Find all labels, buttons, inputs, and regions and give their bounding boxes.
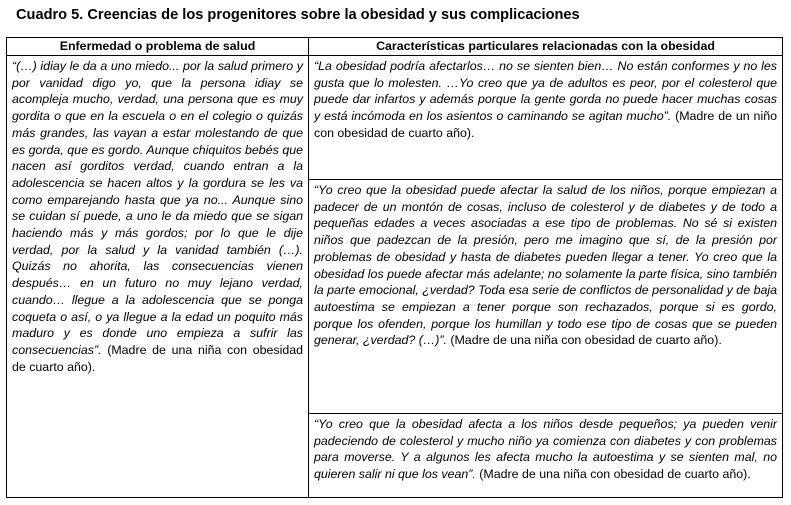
column-header-characteristics: Características particulares relacionadas con la obesidad <box>309 38 783 56</box>
quote-text: “(…) idiay le da a uno miedo... por la salud primero y por vanidad digo yo, que la persona idiay se acompleja mucho, verdad, una persona que es muy gordita o que en la escuela o en el colegio o quizás más grandes, las vayan a estar molestando de que es gorda, que es gordo. Aunque chiquitos bebés que nacen así gorditos verdad, cuando entran a la adolescencia se hacen altos y la gordura se les va como emparejando hasta que ya no... Aunque sino se cuidan sí puede, a uno le da miedo que se sigan haciendo más y más gordos; por lo que le dije verdad, por la salud y la vanidad también (…). Quizás no ahorita, las consecuencias vienen después… en un futuro no muy lejano verdad, cuando… llegue a la adolescencia que se ponga coqueta o así, o ya llegue a la edad un poquito más maduro y es donde uno empieza a sufrir las consecuencias”. <box>12 59 303 357</box>
column-header-disease: Enfermedad o problema de salud <box>7 38 309 56</box>
right-quote-cell-2 <box>309 180 783 414</box>
header-row <box>7 38 783 56</box>
right-quote-cell-1 <box>309 56 783 180</box>
quote-source: (Madre de una niña con obesidad de cuarto año). <box>475 467 751 482</box>
right-quote-cell-3 <box>309 414 783 498</box>
quote-source: (Madre de una niña con obesidad de cuarto año). <box>446 333 722 348</box>
beliefs-table <box>6 37 783 498</box>
table-title: Cuadro 5. Creencias de los progenitores sobre la obesidad y sus complicaciones <box>16 7 580 23</box>
quote-text: “La obesidad podría afectarlos… no se sienten bien… No están conformes y no les gusta que lo molesten. …Yo creo que ya de adultos es peor, por el colesterol que puede dar infartos y además porque la gente gorda no puede hacer muchas cosas y está incómoda en los asientos o caminando se agitan mucho”. <box>314 59 777 124</box>
left-quote-cell <box>7 56 309 498</box>
quote-text: “Yo creo que la obesidad afecta a los niños desde pequeños; ya pueden venir padeciendo de colesterol y mucho niño ya comienza con diabetes y con problemas para moverse. Y a algunos les afecta mucho la autoestima y se sienten mal, no quieren salir ni que los vean”. <box>314 417 777 482</box>
quote-source: (Madre de un niño con obesidad de cuarto año). <box>314 109 777 140</box>
quote-text: “Yo creo que la obesidad puede afectar la salud de los niños, porque empiezan a padecer de un montón de cosas, incluso de colesterol y de diabetes y de todo a pequeñas edades a veces asociadas a ese tipo de problemas. No sé si existen niños que padezcan de la presión, pero me imagino que sí, de la presión por problemas de obesidad y hasta de diabetes pueden llegar a tener. Yo creo que la obesidad los puede afectar más adelante; no solamente la parte física, sino también la parte emocional, ¿verdad? Toda esa serie de conflictos de personalidad y de baja autoestima se empiezan a tener porque son rechazados, porque si es gordo, porque los ofenden, porque los humillan y todo ese tipo de cosas que se pueden generar, ¿verdad? (…)”. <box>314 183 777 348</box>
quote-source: (Madre de una niña con obesidad de cuarto año). <box>12 342 303 374</box>
table-row <box>7 56 783 180</box>
